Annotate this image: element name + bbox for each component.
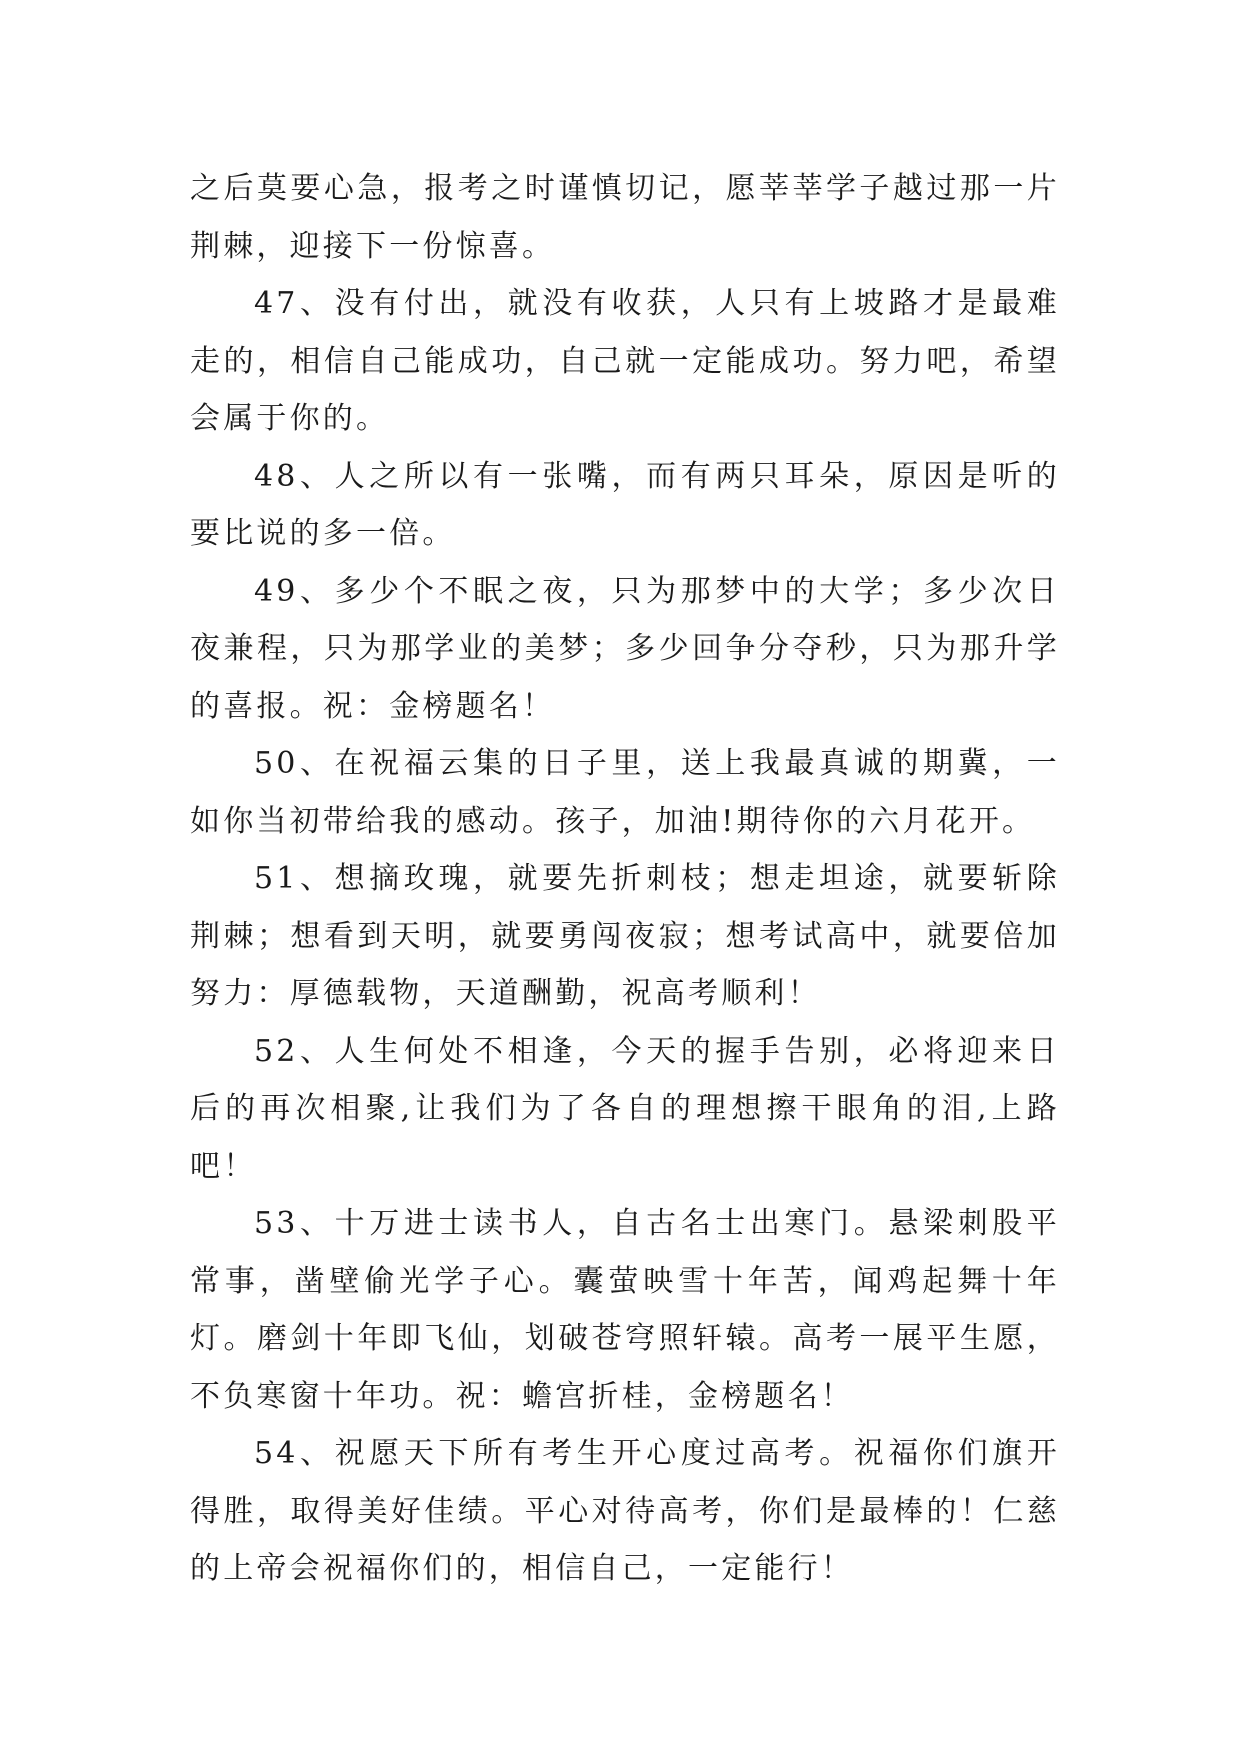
- paragraph-52: 52、人生何处不相逢，今天的握手告别，必将迎来日后的再次相聚,让我们为了各自的理想擦干眼角的泪,上路吧！: [190, 1033, 1060, 1184]
- paragraph-47: 47、没有付出，就没有收获，人只有上坡路才是最难走的，相信自己能成功，自己就一定能成功。努力吧，希望会属于你的。: [190, 286, 1060, 436]
- document-body: [190, 160, 1060, 1598]
- paragraph-53: 53、十万进士读书人，自古名士出寒门。悬梁刺股平常事，凿壁偷光学子心。囊萤映雪十年苦，闻鸡起舞十年灯。磨剑十年即飞仙，划破苍穹照轩辕。高考一展平生愿，不负寒窗十年功。祝：蟾宫折桂，金榜题名！: [190, 1206, 1060, 1414]
- paragraph-54: 54、祝愿天下所有考生开心度过高考。祝福你们旗开得胜，取得美好佳绩。平心对待高考，你们是最棒的！仁慈的上帝会祝福你们的，相信自己，一定能行！: [190, 1436, 1060, 1586]
- paragraph-48: 48、人之所以有一张嘴，而有两只耳朵，原因是听的要比说的多一倍。: [190, 458, 1060, 551]
- paragraph-49: 49、多少个不眠之夜，只为那梦中的大学；多少次日夜兼程，只为那学业的美梦；多少回争分夺秒，只为那升学的喜报。祝：金榜题名！: [190, 573, 1060, 724]
- paragraph-continuation: 之后莫要心急，报考之时谨慎切记，愿莘莘学子越过那一片荆棘，迎接下一份惊喜。: [190, 171, 1060, 264]
- paragraph-51: 51、想摘玫瑰，就要先折刺枝；想走坦途，就要斩除荆棘；想看到天明，就要勇闯夜寂；想考试高中，就要倍加努力：厚德载物，天道酬勤，祝高考顺利！: [190, 861, 1060, 1011]
- paragraph-50: 50、在祝福云集的日子里，送上我最真诚的期冀，一如你当初带给我的感动。孩子，加油!期待你的六月花开。: [190, 746, 1060, 839]
